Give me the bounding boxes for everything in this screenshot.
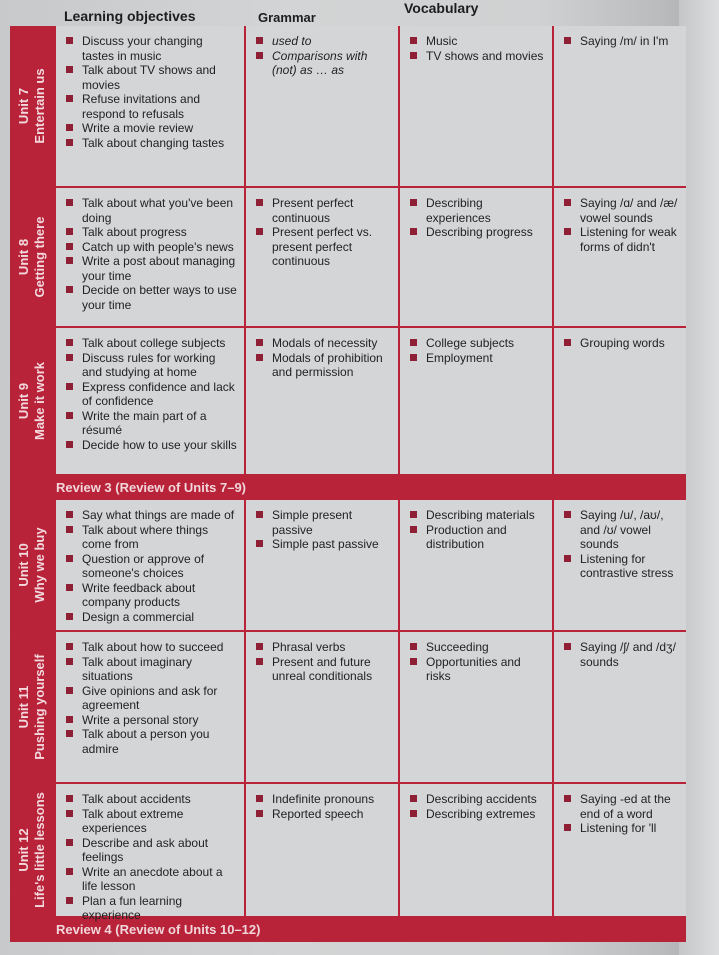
unit-label (10, 632, 54, 782)
list-item: Listening for contrastive stress (560, 552, 680, 581)
objectives-cell (54, 328, 244, 474)
list-item: Phrasal verbs (252, 640, 392, 655)
list-item: Express confidence and lack of confidence (62, 380, 238, 409)
list-item: Write a post about managing your time (62, 254, 238, 283)
list-item: Listening for 'll (560, 821, 680, 836)
list-item: Listening for weak forms of didn't (560, 225, 680, 254)
grammar-cell (244, 784, 398, 916)
list-item: Design a commercial (62, 610, 238, 625)
unit-title (16, 217, 48, 298)
objectives-cell (54, 188, 244, 326)
vocabulary-cell (398, 26, 552, 186)
header-grammar: Grammar (258, 10, 316, 25)
list-item: Talk about extreme experiences (62, 807, 238, 836)
unit-number: Unit 10 (16, 543, 31, 587)
list-item: Music (406, 34, 546, 49)
list-item: Present and future unreal conditionals (252, 655, 392, 684)
grammar-cell (244, 188, 398, 326)
pronunciation-cell (552, 500, 686, 630)
pronunciation-list (560, 34, 680, 49)
unit-name: Getting there (32, 216, 47, 298)
unit-label (10, 328, 54, 474)
review-3-bar: Review 3 (Review of Units 7–9) (10, 476, 686, 500)
unit-label (10, 188, 54, 326)
vocabulary-list (406, 336, 546, 365)
list-item: Reported speech (252, 807, 392, 822)
grammar-list (252, 508, 392, 552)
list-item: Saying /m/ in I'm (560, 34, 680, 49)
objectives-list (62, 640, 238, 756)
vocabulary-list (406, 640, 546, 684)
list-item: Simple past passive (252, 537, 392, 552)
vocabulary-cell (398, 188, 552, 326)
unit-row (10, 188, 686, 328)
list-item: Decide how to use your skills (62, 438, 238, 453)
pronunciation-cell (552, 784, 686, 916)
list-item: Talk about where things come from (62, 523, 238, 552)
list-item: TV shows and movies (406, 49, 546, 64)
list-item: Saying -ed at the end of a word (560, 792, 680, 821)
list-item: Plan a fun learning experience (62, 894, 238, 923)
objectives-cell (54, 26, 244, 186)
unit-name: Life's little lessons (32, 792, 47, 908)
objectives-cell (54, 632, 244, 782)
header-learning-objectives: Learning objectives (64, 8, 196, 24)
unit-number: Unit 8 (16, 238, 31, 276)
list-item: Grouping words (560, 336, 680, 351)
list-item: Describing experiences (406, 196, 546, 225)
unit-label (10, 500, 54, 630)
pronunciation-cell (552, 632, 686, 782)
list-item: Write an anecdote about a life lesson (62, 865, 238, 894)
objectives-list (62, 336, 238, 452)
unit-name: Make it work (32, 361, 47, 441)
unit-label (10, 26, 54, 186)
column-headers (0, 0, 719, 28)
unit-row (10, 328, 686, 476)
list-item: Refuse invitations and respond to refusals (62, 92, 238, 121)
grammar-list (252, 640, 392, 684)
vocabulary-cell (398, 500, 552, 630)
list-item: Comparisons with (not) as … as (252, 49, 392, 78)
vocabulary-list (406, 508, 546, 552)
list-item: Write a movie review (62, 121, 238, 136)
pronunciation-list (560, 508, 680, 581)
objectives-cell (54, 500, 244, 630)
list-item: Talk about accidents (62, 792, 238, 807)
list-item: Describing materials (406, 508, 546, 523)
list-item: Succeeding (406, 640, 546, 655)
list-item: Talk about how to succeed (62, 640, 238, 655)
grammar-cell (244, 328, 398, 474)
list-item: Write a personal story (62, 713, 238, 728)
list-item: Write feedback about company products (62, 581, 238, 610)
header-vocabulary: Vocabulary (404, 0, 479, 16)
unit-title (16, 792, 48, 908)
list-item: College subjects (406, 336, 546, 351)
vocabulary-cell (398, 328, 552, 474)
grammar-cell (244, 500, 398, 630)
list-item: Present perfect continuous (252, 196, 392, 225)
unit-title (16, 362, 48, 440)
unit-number: Unit 12 (16, 828, 31, 872)
list-item: Describing extremes (406, 807, 546, 822)
list-item: Production and distribution (406, 523, 546, 552)
list-item: used to (252, 34, 392, 49)
review-4-bar: Review 4 (Review of Units 10–12) (10, 918, 686, 942)
unit-number: Unit 11 (16, 685, 31, 729)
vocabulary-list (406, 792, 546, 821)
unit-name: Pushing yourself (32, 654, 47, 760)
pronunciation-list (560, 196, 680, 254)
vocabulary-cell (398, 632, 552, 782)
pronunciation-list (560, 640, 680, 669)
list-item: Modals of prohibition and permission (252, 351, 392, 380)
list-item: Decide on better ways to use your time (62, 283, 238, 312)
unit-number: Unit 9 (16, 382, 31, 420)
list-item: Saying /ɑ/ and /æ/ vowel sounds (560, 196, 680, 225)
unit-row (10, 26, 686, 188)
list-item: Talk about imaginary situations (62, 655, 238, 684)
unit-label (10, 784, 54, 916)
list-item: Write the main part of a résumé (62, 409, 238, 438)
unit-row (10, 500, 686, 632)
list-item: Talk about changing tastes (62, 136, 238, 151)
unit-title (16, 68, 48, 143)
list-item: Simple present passive (252, 508, 392, 537)
grammar-cell (244, 632, 398, 782)
grammar-list (252, 196, 392, 269)
objectives-list (62, 792, 238, 923)
unit-title (16, 527, 48, 602)
list-item: Talk about a person you admire (62, 727, 238, 756)
grammar-cell (244, 26, 398, 186)
list-item: Employment (406, 351, 546, 366)
list-item: Present perfect vs. present perfect continuous (252, 225, 392, 269)
list-item: Say what things are made of (62, 508, 238, 523)
unit-row (10, 632, 686, 784)
pronunciation-cell (552, 26, 686, 186)
list-item: Talk about college subjects (62, 336, 238, 351)
objectives-list (62, 196, 238, 312)
grammar-list (252, 792, 392, 821)
objectives-list (62, 34, 238, 150)
vocabulary-cell (398, 784, 552, 916)
list-item: Talk about what you've been doing (62, 196, 238, 225)
pronunciation-cell (552, 328, 686, 474)
list-item: Discuss rules for working and studying at home (62, 351, 238, 380)
objectives-list (62, 508, 238, 624)
list-item: Talk about TV shows and movies (62, 63, 238, 92)
grammar-list (252, 336, 392, 380)
list-item: Describing accidents (406, 792, 546, 807)
pronunciation-list (560, 336, 680, 351)
pronunciation-cell (552, 188, 686, 326)
list-item: Catch up with people's news (62, 240, 238, 255)
unit-row (10, 784, 686, 922)
list-item: Saying /ʃ/ and /dʒ/ sounds (560, 640, 680, 669)
list-item: Indefinite pronouns (252, 792, 392, 807)
list-item: Describing progress (406, 225, 546, 240)
list-item: Discuss your changing tastes in music (62, 34, 238, 63)
unit-name: Why we buy (32, 527, 47, 603)
unit-title (16, 654, 48, 759)
vocabulary-list (406, 196, 546, 240)
grammar-list (252, 34, 392, 78)
list-item: Modals of necessity (252, 336, 392, 351)
vocabulary-list (406, 34, 546, 63)
unit-number: Unit 7 (16, 87, 31, 125)
list-item: Describe and ask about feelings (62, 836, 238, 865)
contents-table (10, 26, 686, 942)
list-item: Saying /u/, /aʊ/, and /ʊ/ vowel sounds (560, 508, 680, 552)
unit-name: Entertain us (32, 68, 47, 144)
list-item: Question or approve of someone's choices (62, 552, 238, 581)
list-item: Talk about progress (62, 225, 238, 240)
list-item: Give opinions and ask for agreement (62, 684, 238, 713)
pronunciation-list (560, 792, 680, 836)
list-item: Opportunities and risks (406, 655, 546, 684)
objectives-cell (54, 784, 244, 922)
